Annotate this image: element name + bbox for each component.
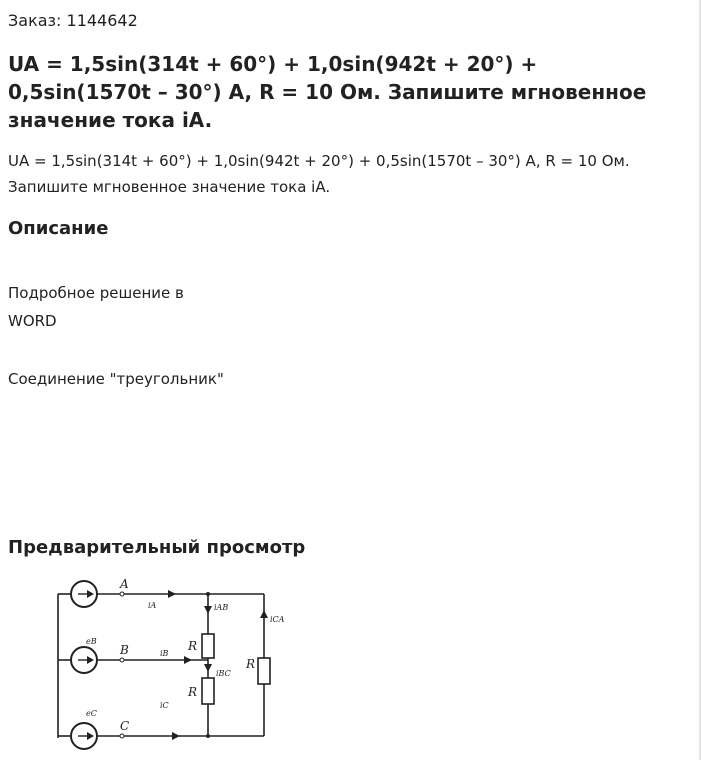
current-bc-label: iBC	[216, 669, 231, 678]
node-c-label: C	[120, 719, 130, 733]
source-a-icon	[71, 581, 97, 607]
source-b-icon	[71, 647, 97, 673]
arrow-iab-icon	[204, 606, 212, 614]
arrow-ib-icon	[184, 656, 192, 664]
resistor-3-label: R	[246, 657, 256, 671]
circuit-diagram	[50, 572, 300, 752]
resistor-ca	[258, 658, 270, 684]
node-b-label: B	[120, 643, 129, 657]
resistor-2-label: R	[188, 685, 198, 699]
task-statement: UA = 1,5sin(314t + 60°) + 1,0sin(942t + 20°) + 0,5sin(1570t – 30°) A, R = 10 Ом. Запишите мгновенное значение тока iA.	[8, 152, 630, 196]
emf-c-label: eC	[86, 709, 97, 718]
task-title: UA = 1,5sin(314t + 60°) + 1,0sin(942t + 20°) + 0,5sin(1570t – 30°) A, R = 10 Ом. Запишите мгновенное значение тока iA.	[8, 52, 647, 132]
node-a-label: A	[120, 577, 129, 591]
resistor-bc	[202, 678, 214, 704]
current-ab-label: iAB	[214, 603, 229, 612]
order-number: Заказ: 1144642	[8, 11, 138, 30]
preview-heading: Предварительный просмотр	[8, 537, 306, 558]
arrow-ia-icon	[168, 590, 176, 598]
arrow-ibc-icon	[204, 664, 212, 672]
current-c-label: iC	[160, 701, 169, 710]
description-line-1: Подробное решение в	[8, 284, 184, 302]
resistor-1-label: R	[188, 639, 198, 653]
current-a-label: iA	[148, 601, 157, 610]
source-c-icon	[71, 723, 97, 749]
description-heading: Описание	[8, 218, 109, 239]
resistor-ab	[202, 634, 214, 658]
description-line-2: WORD	[8, 312, 57, 330]
description-line-3: Соединение "треугольник"	[8, 370, 224, 388]
current-b-label: iB	[160, 649, 169, 658]
arrow-ica-icon	[260, 610, 268, 618]
current-ca-label: iCA	[270, 615, 285, 624]
preview-image	[50, 572, 300, 752]
emf-b-label: eB	[86, 637, 97, 646]
arrow-ic-icon	[172, 732, 180, 740]
